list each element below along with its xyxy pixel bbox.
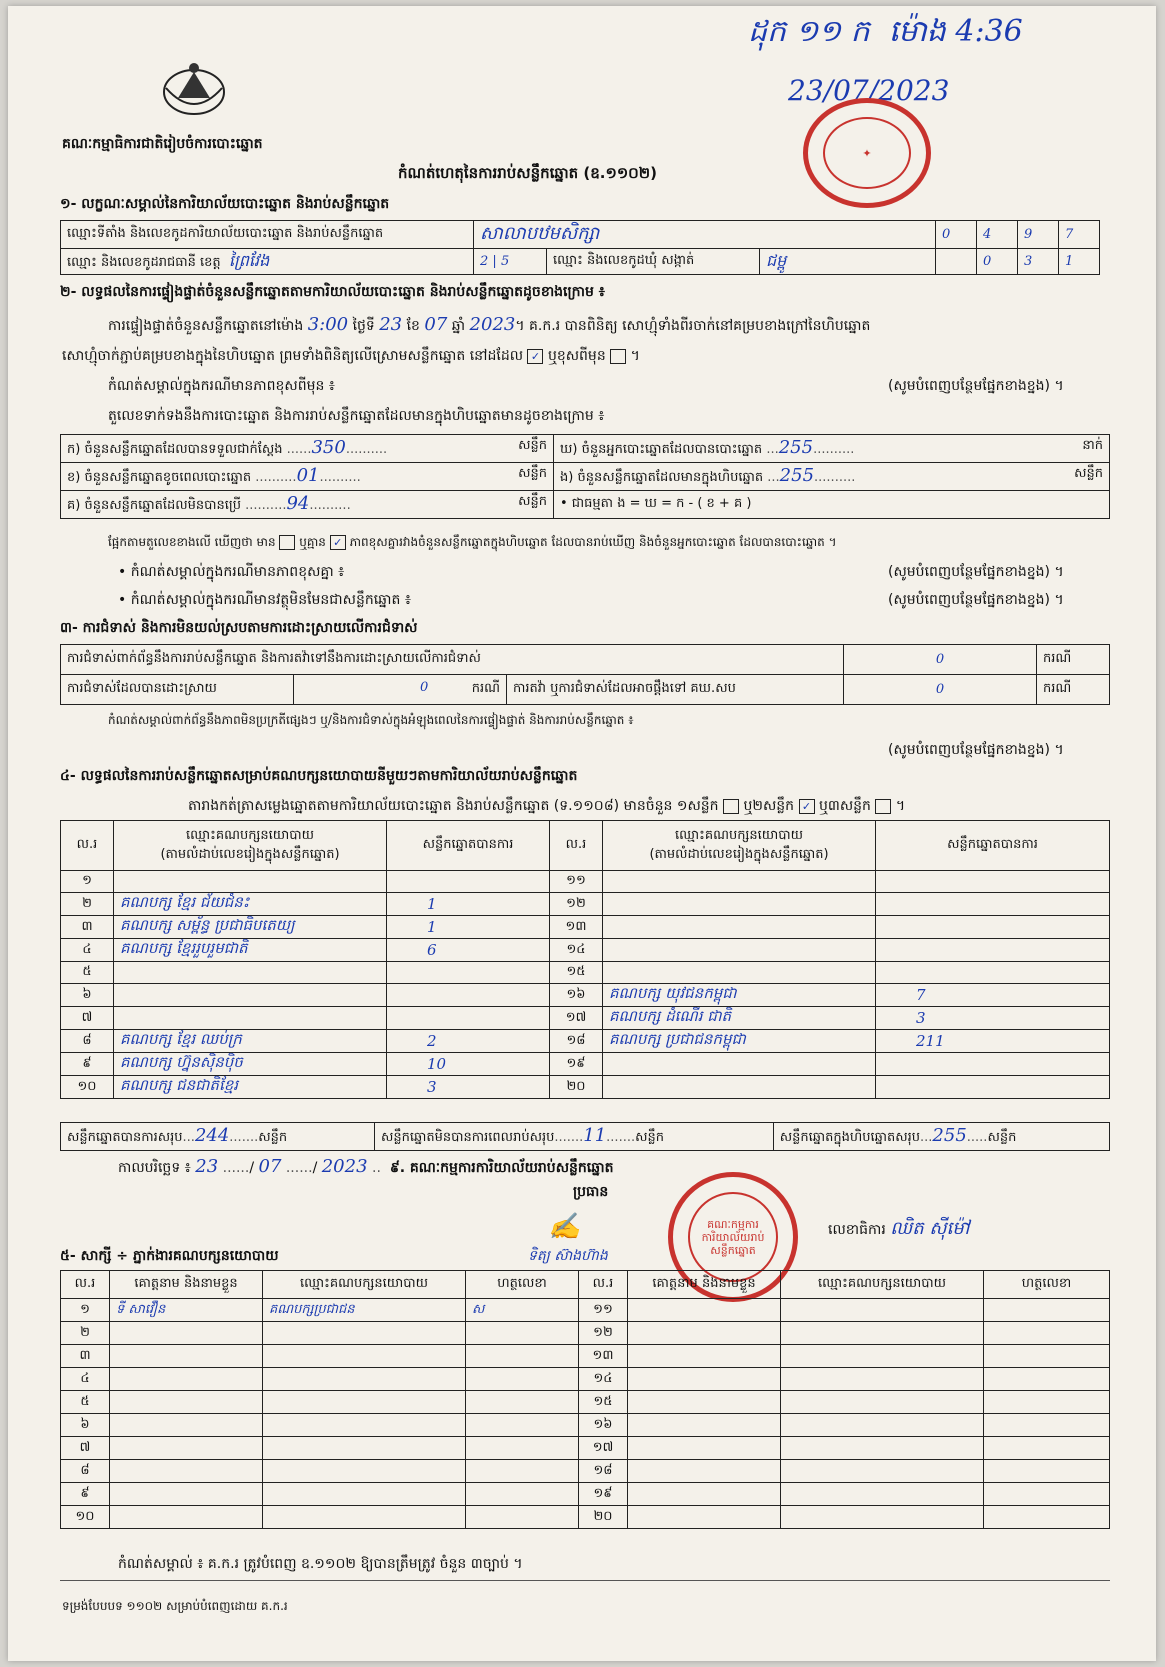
section5-heading: ៥- សាក្សី ÷ ភ្នាក់ងារគណបក្សនយោបាយ — [60, 1248, 279, 1264]
witness-party — [263, 1483, 466, 1506]
witness-number: ៩ — [61, 1483, 110, 1506]
province-value: ព្រៃវែង — [228, 250, 270, 270]
changed-checkbox[interactable] — [610, 349, 626, 364]
witness-signature — [466, 1391, 579, 1414]
witness-name — [628, 1506, 781, 1529]
witness-row — [61, 1506, 1110, 1529]
witness-name — [628, 1437, 781, 1460]
box-total: សន្លឹកឆ្នោតក្នុងហិបឆ្នោតសរុប...255.....សន្លឹក — [773, 1123, 1109, 1151]
fill-note: (សូមបំពេញបន្ថែមផ្នែកខាងខ្នង) ។ — [888, 742, 1064, 758]
party-name — [603, 871, 876, 893]
resolved-label: ការជំទាស់ដែលបានដោះស្រាយ — [61, 675, 294, 705]
formula: • ជាធម្មតា ង = ឃ = ក - ( ខ + គ ) — [554, 491, 1110, 519]
nec-logo-icon — [158, 58, 230, 118]
witness-row — [61, 1460, 1110, 1483]
form-title: កំណត់ហេតុនៃការរាប់សន្លឹកឆ្នោត (ឧ.១១០២) — [398, 164, 658, 182]
party-name: គណបក្ស សម្ព័ន្ធ ប្រជាធិបតេយ្យ — [114, 916, 387, 939]
section2-heading: ២- លទ្ធផលនៃការផ្ទៀងផ្ទាត់ចំនួនសន្លឹកឆ្នោតតាមការិយាល័យបោះឆ្នោត និងរាប់សន្លឹកឆ្នោតដូចខាងក្រោម ៖ — [60, 284, 605, 300]
objections-table: ការជំទាស់ពាក់ព័ន្ធនឹងការរាប់សន្លឹកឆ្នោត និងការតវ៉ាទៅនឹងការដោះស្រាយលើការជំទាស់ 0 ករណី ការជំទាស់ដែលបានដោះស្រាយ 0 ករណី ការតវ៉ា ឬការជំទាស់ដែលអាចផ្ដឹងទៅ គឃ.សប 0 ករណី — [60, 644, 1110, 705]
witness-party — [781, 1345, 984, 1368]
witness-number: ១៥ — [579, 1391, 628, 1414]
figure-c: គ) ចំនួនសន្លឹកឆ្នោតដែលមិនបានប្រើ ..........94.......... សន្លឹក — [61, 491, 554, 519]
witness-signature — [466, 1506, 579, 1529]
party-votes — [876, 1053, 1110, 1076]
code-digit: 9 — [1018, 221, 1059, 249]
party-votes: 7 — [876, 984, 1110, 1007]
party-votes: 6 — [387, 939, 550, 962]
witness-name — [110, 1460, 263, 1483]
party-votes — [876, 916, 1110, 939]
party-name — [114, 962, 387, 984]
results-row — [61, 893, 1110, 916]
witness-party — [263, 1460, 466, 1483]
fill-note: (សូមបំពេញបន្ថែមផ្នែកខាងខ្នង) ។ — [888, 564, 1064, 580]
station-label: ឈ្មោះទីតាំង និងលេខកូដការិយាល័យបោះឆ្នោត និងរាប់សន្លឹកឆ្នោត — [61, 221, 474, 249]
witness-name — [110, 1345, 263, 1368]
party-name — [114, 984, 387, 1007]
party-number: ១២ — [550, 893, 603, 916]
party-name — [114, 1007, 387, 1030]
fill-note: (សូមបំពេញបន្ថែមផ្នែកខាងខ្នង) ។ — [888, 378, 1064, 394]
party-number: ៨ — [61, 1030, 114, 1053]
witness-signature — [984, 1345, 1110, 1368]
witness-name — [628, 1391, 781, 1414]
party-name — [603, 962, 876, 984]
totals-row — [60, 1122, 1110, 1151]
invalid-total: សន្លឹកឆ្នោតមិនបានការពេលរាប់សរុប.......11.......សន្លឹក — [375, 1123, 774, 1151]
appeal-count: 0 — [844, 675, 1037, 705]
witness-number: ១៣ — [579, 1345, 628, 1368]
witness-number: ១៦ — [579, 1414, 628, 1437]
committee-stamp: គណៈកម្មការការិយាល័យរាប់សន្លឹកឆ្នោត — [668, 1172, 798, 1302]
results-row — [61, 871, 1110, 893]
witness-signature — [466, 1345, 579, 1368]
witness-row — [61, 1414, 1110, 1437]
witness-party — [263, 1506, 466, 1529]
objection-label: ការជំទាស់ពាក់ព័ន្ធនឹងការរាប់សន្លឹកឆ្នោត និងការតវ៉ាទៅនឹងការដោះស្រាយលើការជំទាស់ — [61, 645, 844, 675]
witness-name — [110, 1506, 263, 1529]
witness-number: ១៤ — [579, 1368, 628, 1391]
witness-number: ១៧ — [579, 1437, 628, 1460]
party-number: ៧ — [61, 1007, 114, 1030]
secretary-line: លេខាធិការ ឈិត ស៊ីម៉ៅ — [828, 1218, 970, 1239]
party-votes: 2 — [387, 1030, 550, 1053]
party-votes — [876, 1076, 1110, 1099]
results-row — [61, 984, 1110, 1007]
figure-a: ក) ចំនួនសន្លឹកឆ្នោតដែលបានទទួលជាក់ស្តែង ......350.......... សន្លឹក — [61, 435, 554, 463]
party-number: ១៣ — [550, 916, 603, 939]
witness-number: ៨ — [61, 1460, 110, 1483]
divider — [60, 1580, 1110, 1581]
party-votes — [876, 893, 1110, 916]
party-votes: 1 — [387, 893, 550, 916]
witness-number: ៤ — [61, 1368, 110, 1391]
party-name: គណបក្ស ខ្មែរ ជ័យជំនះ — [114, 893, 387, 916]
party-number: ១៤ — [550, 939, 603, 962]
three-sheets-checkbox[interactable] — [875, 799, 891, 814]
commune-digit: 1 — [1059, 249, 1100, 275]
party-votes — [876, 962, 1110, 984]
code-digit: 0 — [936, 221, 977, 249]
witness-number: ១១ — [579, 1299, 628, 1322]
resolved-count: 0 ករណី — [294, 675, 507, 705]
witness-party — [263, 1414, 466, 1437]
party-number: ១៨ — [550, 1030, 603, 1053]
witness-party — [781, 1368, 984, 1391]
witness-name — [110, 1391, 263, 1414]
witness-row — [61, 1437, 1110, 1460]
witness-number: ៧ — [61, 1437, 110, 1460]
results-row — [61, 1007, 1110, 1030]
results-row — [61, 1076, 1110, 1099]
witness-name — [628, 1322, 781, 1345]
station-value: សាលាបឋមសិក្សា — [474, 221, 936, 249]
party-name: គណបក្ស ប្រជាជនកម្ពុជា — [603, 1030, 876, 1053]
witness-row — [61, 1483, 1110, 1506]
witness-name — [628, 1299, 781, 1322]
bullet-non-ballot: • កំណត់សម្គាល់ក្នុងករណីមានវត្ថុមិនមែនជាសន្លឹកឆ្នោត ៖ — [118, 592, 411, 608]
results-row — [61, 939, 1110, 962]
official-stamp-top: ✦ — [803, 98, 931, 208]
results-row — [61, 962, 1110, 984]
party-name: គណបក្ស ខ្មែររួបរួមជាតិ — [114, 939, 387, 962]
chair-signature: ✍ — [548, 1212, 581, 1242]
witness-signature — [984, 1299, 1110, 1322]
commune-value: ជម្ពូ — [760, 249, 936, 275]
figures-intro: តួលេខទាក់ទងនឹងការបោះឆ្នោត និងការរាប់សន្លឹកឆ្នោតដែលមានក្នុងហិបឆ្នោតមានដូចខាងក្រោម ៖ — [108, 408, 605, 424]
figures-table — [60, 434, 1110, 519]
party-votes: 3 — [387, 1076, 550, 1099]
witness-signature — [466, 1414, 579, 1437]
irregularity-note: កំណត់សម្គាល់ពាក់ព័ន្ធនឹងភាពមិនប្រក្រតីផ្សេងៗ ឬ/និងការជំទាស់ក្នុងអំឡុងពេលនៃការផ្ទៀងផ្ទាត់ និងការរាប់សន្លឹកឆ្នោត ៖ — [108, 713, 634, 727]
witness-name — [110, 1322, 263, 1345]
witness-name — [628, 1368, 781, 1391]
witness-number: ៦ — [61, 1414, 110, 1437]
difference-line: ផ្អែកតាមតួលេខខាងលើ ឃើញថា មាន ឬគ្មាន ✓ ភាពខុសគ្នារវាងចំនួនសន្លឹកឆ្នោតក្នុងហិបឆ្នោត ដែលបានរាប់ឃើញ និងចំនួនអ្នកបោះឆ្នោត ដែលបានបោះឆ្នោត ។ — [108, 535, 837, 549]
party-number: ៩ — [61, 1053, 114, 1076]
witness-signature — [466, 1368, 579, 1391]
figure-b: ខ) ចំនួនសន្លឹកឆ្នោតខូចពេលបោះឆ្នោត ..........01.......... សន្លឹក — [61, 463, 554, 491]
difference-no-checkbox[interactable]: ✓ — [330, 535, 346, 550]
commune-digit: 3 — [1018, 249, 1059, 275]
witness-name — [628, 1460, 781, 1483]
witness-party — [263, 1322, 466, 1345]
witness-signature — [984, 1437, 1110, 1460]
witness-number: ៥ — [61, 1391, 110, 1414]
witness-party — [781, 1460, 984, 1483]
witness-party — [781, 1391, 984, 1414]
party-votes — [387, 962, 550, 984]
one-sheet-checkbox[interactable] — [723, 799, 739, 814]
commune-digit: 0 — [977, 249, 1018, 275]
witness-signature: ស — [466, 1299, 579, 1322]
party-number: ១៧ — [550, 1007, 603, 1030]
figure-e: ង) ចំនួនសន្លឹកឆ្នោតដែលមានក្នុងហិបឆ្នោត ...255.......... សន្លឹក — [554, 463, 1110, 491]
party-number: ២ — [61, 893, 114, 916]
party-name — [603, 916, 876, 939]
witness-signature — [984, 1483, 1110, 1506]
party-name: គណបក្ស ខ្មែរ ឈប់ក្រ — [114, 1030, 387, 1053]
party-votes: 3 — [876, 1007, 1110, 1030]
party-name: គណបក្ស ដំណើរ ជាតិ — [603, 1007, 876, 1030]
party-votes — [387, 984, 550, 1007]
witness-party — [781, 1506, 984, 1529]
witness-party — [781, 1483, 984, 1506]
party-number: ៤ — [61, 939, 114, 962]
witness-signature — [984, 1322, 1110, 1345]
results-row — [61, 1053, 1110, 1076]
party-name — [603, 939, 876, 962]
org-name: គណៈកម្មាធិការជាតិរៀបចំការបោះឆ្នោត — [62, 136, 263, 152]
party-number: ១៦ — [550, 984, 603, 1007]
code-digit: 4 — [977, 221, 1018, 249]
witness-party — [781, 1299, 984, 1322]
party-name — [603, 893, 876, 916]
unchanged-checkbox[interactable]: ✓ — [527, 349, 543, 364]
witness-party — [781, 1414, 984, 1437]
witness-row — [61, 1299, 1110, 1322]
party-name — [603, 1076, 876, 1099]
witness-number: ១៨ — [579, 1460, 628, 1483]
witness-party — [263, 1437, 466, 1460]
witness-signature — [984, 1506, 1110, 1529]
party-number: ១៩ — [550, 1053, 603, 1076]
witness-party — [781, 1437, 984, 1460]
party-votes — [387, 1007, 550, 1030]
footnote: កំណត់សម្គាល់ ៖ គ.ក.រ ត្រូវបំពេញ ឧ.១១០២ ឱ្យបានត្រឹមត្រូវ ចំនួន ៣ច្បាប់ ។ — [118, 1556, 523, 1572]
witness-number: ១០ — [61, 1506, 110, 1529]
party-votes — [876, 939, 1110, 962]
figure-d: ឃ) ចំនួនអ្នកបោះឆ្នោតដែលបានបោះឆ្នោត ...255.......... នាក់ — [554, 435, 1110, 463]
party-number: ១៥ — [550, 962, 603, 984]
witness-name: ទី សាវឿន — [110, 1299, 263, 1322]
party-number: ៦ — [61, 984, 114, 1007]
tally-sheets-line: តារាងកត់ត្រាសម្លេងឆ្នោតតាមការិយាល័យបោះឆ្នោត និងរាប់សន្លឹកឆ្នោត (ទ.១១០៨) មានចំនួន ១សន្លឹក ឬ២សន្លឹក ✓ ឬ៣សន្លឹក ។ — [188, 798, 906, 814]
party-votes: 211 — [876, 1030, 1110, 1053]
party-name: គណបក្ស ជនជាតិខ្មែរ — [114, 1076, 387, 1099]
party-number: ២០ — [550, 1076, 603, 1099]
party-name: គណបក្ស ហ្វ៊ុនស៊ិនប៉ិច — [114, 1053, 387, 1076]
witness-name — [628, 1414, 781, 1437]
witness-signature — [466, 1460, 579, 1483]
section4-heading: ៤- លទ្ធផលនៃការរាប់សន្លឹកឆ្នោតសម្រាប់គណបក្សនយោបាយនីមួយៗតាមការិយាល័យរាប់សន្លឹកឆ្នោត — [60, 768, 578, 784]
party-number: ៣ — [61, 916, 114, 939]
party-votes: 10 — [387, 1053, 550, 1076]
witness-signature — [466, 1437, 579, 1460]
party-number: ១១ — [550, 871, 603, 893]
party-votes: 1 — [387, 916, 550, 939]
chair-label: ប្រធាន — [573, 1184, 609, 1200]
witness-name — [110, 1414, 263, 1437]
witness-signature — [984, 1368, 1110, 1391]
results-row — [61, 916, 1110, 939]
form-page — [8, 6, 1156, 1661]
witness-row — [61, 1345, 1110, 1368]
verify-line: ការផ្ទៀងផ្ទាត់ចំនួនសន្លឹកឆ្នោតនៅម៉ោង 3:00 ថ្ងៃទី 23 ខែ 07 ឆ្នាំ 2023។ គ.ក.រ បានពិនិត្យ សោហ្មុំទាំងពីរចាក់នៅគម្របខាងក្រៅនៃហិបឆ្នោត — [108, 314, 871, 335]
witness-row — [61, 1368, 1110, 1391]
section1-heading: ១- លក្ខណៈសម្គាល់នៃការិយាល័យបោះឆ្នោត និងរាប់សន្លឹកឆ្នោត — [60, 196, 390, 212]
witness-table: ល.រ គោត្តនាម និងនាមខ្លួន ឈ្មោះគណបក្សនយោបាយ ហត្ថលេខា ល.រ គោត្តនាម និងនាមខ្លួន ឈ្មោះគណបក្សនយោបាយ ហត្ថលេខា ១ ទី សាវឿន គណបក្សប្រជាជន ស ១១ ២ ១២ ៣ ១៣ ៤ ១៤ ៥ ១៥ ៦ ១៦ ៧ ១៧ ៨ ១៨ ៩ ១៩ ១០ ២០ — [60, 1270, 1110, 1529]
party-name — [114, 871, 387, 893]
code-digit: 7 — [1059, 221, 1100, 249]
party-number: ៥ — [61, 962, 114, 984]
witness-signature — [466, 1483, 579, 1506]
party-name: គណបក្ស យុវជនកម្ពុជា — [603, 984, 876, 1007]
results-row — [61, 1030, 1110, 1053]
witness-number: ១៩ — [579, 1483, 628, 1506]
witness-name — [628, 1483, 781, 1506]
witness-party — [263, 1391, 466, 1414]
witness-row — [61, 1391, 1110, 1414]
results-table: ល.រ ឈ្មោះគណបក្សនយោបាយ (តាមលំដាប់លេខរៀងក្នុងសន្លឹកឆ្នោត) សន្លឹកឆ្នោតបានការ ល.រ ឈ្មោះគណបក្សនយោបាយ (តាមលំដាប់លេខរៀងក្នុងសន្លឹកឆ្នោត) សន្លឹកឆ្នោតបានការ ១ ១១ ២ គណបក្ស ខ្មែរ ជ័យជំនះ 1 ១២ ៣ គណបក្ស សម្ព័ន្ធ ប្រជាធិបតេយ្យ 1 ១៣ ៤ គណបក្ស ខ្មែររួបរួមជាតិ 6 ១៤ ៥ ១៥ ៦ ១៦ គណបក្ស យុវជនកម្ពុជា 7 ៧ ១៧ គណបក្ស ដំណើរ ជាតិ 3 ៨ គណបក្ស ខ្មែរ ឈប់ក្រ 2 ១៨ គណបក្ស ប្រជាជនកម្ពុជា 211 ៩ គណបក្ស ហ្វ៊ុនស៊ិនប៉ិច 10 ១៩ ១០ គណបក្ស ជនជាតិខ្មែរ 3 ២០ — [60, 820, 1110, 1099]
party-votes — [387, 871, 550, 893]
fill-note: (សូមបំពេញបន្ថែមផ្នែកខាងខ្នង) ។ — [888, 592, 1064, 608]
verify-line-2: សោហ្មុំចាក់ភ្ជាប់គម្របខាងក្នុងនៃហិបឆ្នោត ព្រមទាំងពិនិត្យលើស្រោមសន្លឹកឆ្នោត នៅដដែល ✓ ឬខុសពីមុន ។ — [62, 348, 640, 364]
date-line: កាលបរិច្ឆេទ ៖ 23 ....../ 07 ....../ 2023 .. ៩. គណៈកម្មការការិយាល័យរាប់សន្លឹកឆ្នោត — [118, 1156, 614, 1177]
two-sheets-checkbox[interactable]: ✓ — [799, 799, 815, 814]
party-name — [603, 1053, 876, 1076]
commune-label: ឈ្មោះ និងលេខកូដឃុំ សង្កាត់ — [547, 249, 760, 275]
witness-signature — [466, 1322, 579, 1345]
chair-name: ទិត្យ ស៊ាងហ៊ាង — [528, 1248, 608, 1264]
handwritten-date: 23/07/2023 — [788, 74, 950, 107]
section3-heading: ៣- ការជំទាស់ និងការមិនយល់ស្របតាមការដោះស្រាយលើការជំទាស់ — [60, 620, 418, 636]
province-code: 2 | 5 — [474, 249, 547, 275]
objection-count: 0 — [844, 645, 1037, 675]
party-votes — [876, 871, 1110, 893]
witness-signature — [984, 1460, 1110, 1483]
witness-number: ២ — [61, 1322, 110, 1345]
province-label: ឈ្មោះ និងលេខកូដរាជធានី ខេត្ត ព្រៃវែង — [61, 249, 474, 275]
bullet-difference: • កំណត់សម្គាល់ក្នុងករណីមានភាពខុសគ្នា ៖ — [118, 564, 345, 580]
section1-table — [60, 220, 1100, 275]
witness-party — [263, 1345, 466, 1368]
witness-signature — [984, 1391, 1110, 1414]
witness-number: ១ — [61, 1299, 110, 1322]
party-number: ១ — [61, 871, 114, 893]
witness-number: ៣ — [61, 1345, 110, 1368]
witness-name — [110, 1368, 263, 1391]
witness-signature — [984, 1414, 1110, 1437]
witness-row — [61, 1322, 1110, 1345]
appeal-label: ការតវ៉ា ឬការជំទាស់ដែលអាចផ្ដឹងទៅ គឃ.សប — [507, 675, 844, 705]
handwritten-code-time: ដុក ១១ ក ម៉ោង 4:36 — [748, 14, 1023, 49]
party-number: ១០ — [61, 1076, 114, 1099]
valid-total: សន្លឹកឆ្នោតបានការសរុប...244.......សន្លឹក — [61, 1123, 375, 1151]
note-changed: កំណត់សម្គាល់ក្នុងករណីមានភាពខុសពីមុន ៖ — [108, 378, 335, 394]
difference-yes-checkbox[interactable] — [279, 535, 295, 550]
witness-name — [110, 1437, 263, 1460]
witness-party: គណបក្សប្រជាជន — [263, 1299, 466, 1322]
witness-party — [781, 1322, 984, 1345]
witness-name — [110, 1483, 263, 1506]
witness-party — [263, 1368, 466, 1391]
witness-number: ២០ — [579, 1506, 628, 1529]
witness-name — [628, 1345, 781, 1368]
witness-number: ១២ — [579, 1322, 628, 1345]
form-footer: ទម្រង់បែបបទ ១១០២ សម្រាប់បំពេញដោយ គ.ក.រ — [62, 1599, 288, 1613]
